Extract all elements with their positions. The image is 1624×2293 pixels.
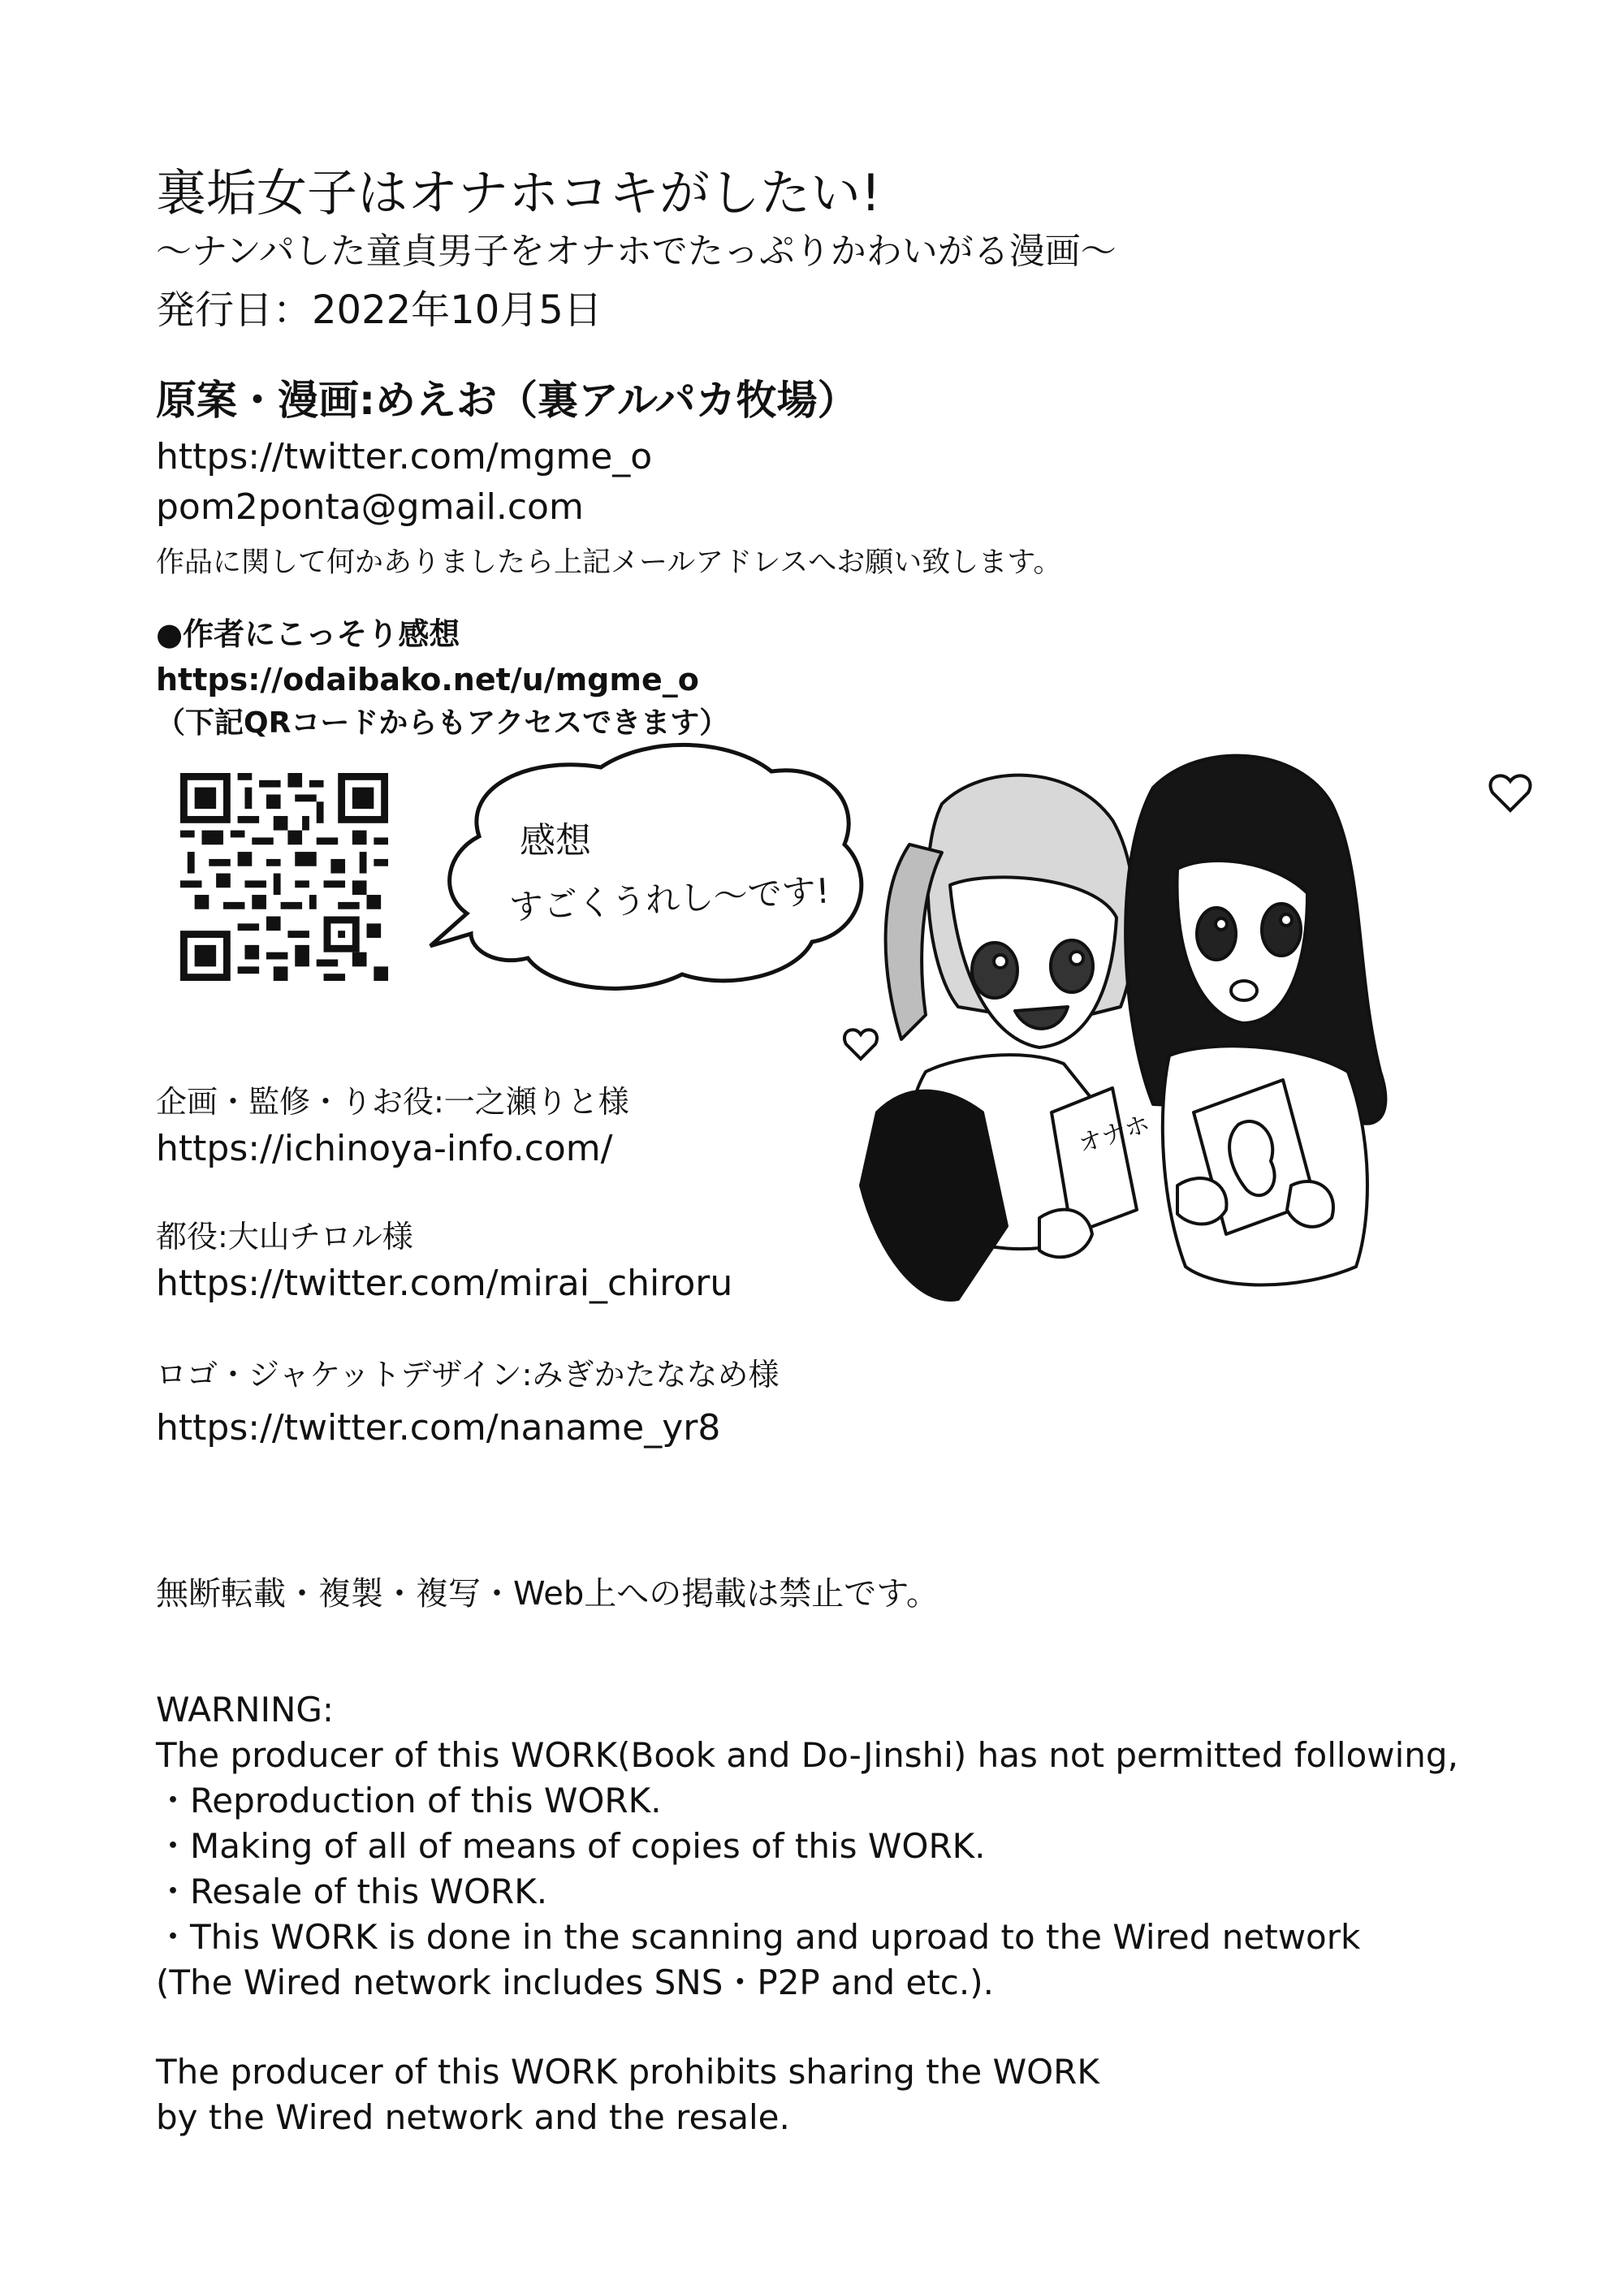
- warning-heading: WARNING:: [156, 1690, 335, 1729]
- warning-item: ・Making of all of means of copies of this WORK.: [156, 1826, 986, 1866]
- warning-item: ・This WORK is done in the scanning and uproad to the Wired network: [156, 1917, 1361, 1957]
- contact-note: 作品に関して何かありましたら上記メールアドレスへお願い致します。: [156, 546, 1062, 579]
- credit-2-link[interactable]: https://twitter.com/mirai_chiroru: [156, 1263, 733, 1304]
- qr-code[interactable]: [180, 773, 388, 981]
- prohibition-notice: 無断転載・複製・複写・Web上への掲載は禁止です。: [156, 1575, 939, 1613]
- feedback-link[interactable]: https://odaibako.net/u/mgme_o: [156, 662, 699, 697]
- feedback-heading: ●作者にこっそり感想: [156, 616, 460, 652]
- book-title: 裏垢女子はオナホコキがしたい!: [156, 163, 881, 222]
- speech-line-1: 感想: [520, 820, 591, 861]
- book-subtitle: 〜ナンパした童貞男子をオナホでたっぷりかわいがる漫画〜: [156, 231, 1116, 272]
- warning-closing-2: by the Wired network and the resale.: [156, 2097, 790, 2137]
- speech-line-2: すごくうれし〜です!: [508, 870, 831, 927]
- credit-2-role: 都役:大山チロル様: [156, 1219, 413, 1254]
- publish-date: 発行日：2022年10月5日: [156, 287, 603, 333]
- author-email-link[interactable]: pom2ponta@gmail.com: [156, 486, 584, 528]
- author-twitter-link[interactable]: https://twitter.com/mgme_o: [156, 436, 653, 477]
- heart-icon-small: [844, 1030, 877, 1059]
- warning-intro: The producer of this WORK(Book and Do-Jinshi) has not permitted following,: [156, 1735, 1458, 1775]
- girl-right: [1125, 756, 1385, 1285]
- box-label: オナホ: [1074, 1109, 1154, 1159]
- author-credit: 原案・漫画:めえお（裏アルパカ牧場）: [156, 377, 858, 424]
- girl-left: [861, 775, 1153, 1300]
- warning-item: (The Wired network includes SNS・P2P and etc.).: [156, 1963, 994, 2002]
- warning-item: ・Reproduction of this WORK.: [156, 1781, 662, 1820]
- credit-1-link[interactable]: https://ichinoya-info.com/: [156, 1128, 613, 1169]
- qr-note: （下記QRコードからもアクセスできます）: [156, 706, 729, 740]
- speech-bubble: [430, 745, 862, 988]
- credit-3-link[interactable]: https://twitter.com/naname_yr8: [156, 1407, 721, 1449]
- heart-icon: [1490, 775, 1530, 810]
- credit-3-role: ロゴ・ジャケットデザイン:みぎかたななめ様: [156, 1357, 780, 1393]
- warning-closing-1: The producer of this WORK prohibits sharing the WORK: [156, 2052, 1099, 2092]
- credit-1-role: 企画・監修・りお役:一之瀬りと様: [156, 1084, 629, 1120]
- warning-item: ・Resale of this WORK.: [156, 1872, 548, 1911]
